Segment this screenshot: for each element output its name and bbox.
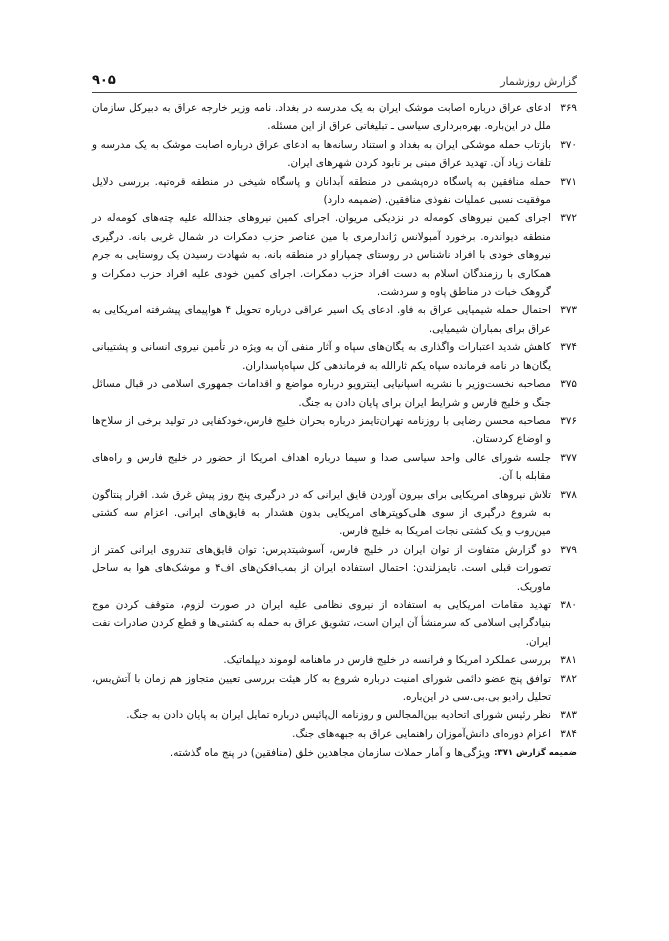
- entry-item: [92, 375, 577, 412]
- entry-text: توافق پنج عضو دائمی شورای امنیت درباره شروع به کار هیئت بررسی تعیین متجاوز هم زمان با آتش‌بس، تحلیل رادیو بی.بی.سی در این‌باره.: [92, 672, 551, 703]
- entry-item: [92, 541, 577, 596]
- entry-item: [92, 136, 577, 173]
- entry-item: [92, 706, 577, 724]
- entry-number: ۳۷۵: [560, 378, 577, 391]
- entry-text: احتمال حمله شیمیایی عراق به فاو. ادعای یک اسیر عراقی درباره تحویل ۴ هواپیمای پیشرفته امریکایی به عراق برای بمباران شیمیایی.: [92, 304, 552, 335]
- entry-number: ۳۷۰: [560, 138, 577, 151]
- entry-text: کاهش شدید اعتبارات واگذاری به یگان‌های سپاه و آثار منفی آن به ویژه در تأمین نیروی انسانی و پشتیبانی یگان‌ها در نامه فرمانده سپاه یکم ثارالله به فرماندهی کل سپاه‌پاسداران.: [92, 341, 551, 372]
- entry-number: ۳۸۳: [560, 709, 577, 722]
- entry-text: اعزام دوره‌ای دانش‌آموزان راهنمایی عراق به جبهه‌های جنگ.: [292, 727, 551, 740]
- entry-item: [92, 338, 577, 375]
- entry-text: بررسی عملکرد امریکا و فرانسه در خلیج فارس در ماهنامه لوموند دیپلماتیک.: [223, 654, 551, 667]
- entry-text: جلسه شورای عالی واحد سیاسی صدا و سیما درباره اهداف امریکا از حضور در خلیج فارس و راه‌های مقابله با آن.: [92, 451, 551, 483]
- entry-item: [92, 651, 577, 669]
- entry-number: ۳۸۴: [560, 727, 577, 740]
- entry-number: ۳۷۸: [560, 488, 577, 501]
- entry-text: دو گزارش متفاوت از توان ایران در خلیج فارس، آسوشیتدپرس: توان قایق‌های تندروی ایرانی کمتر از تصورات قبلی است. تایمزلندن: احتمال استفاده ایران از بمب‌افکن‌های اف۴ و موشک‌های هوا به ساحل ماوریک.: [92, 543, 551, 593]
- appendix-label: ضمیمه گزارش ۳۷۱:: [494, 748, 577, 759]
- entry-text: بازتاب حمله موشکی ایران به بغداد و استناد رسانه‌ها به ادعای عراق درباره اصابت موشک به یک مدرسه و تلفات زیاد آن. تهدید عراق مبنی بر نابود کردن شهرهای ایران.: [92, 138, 551, 170]
- entry-item: [92, 173, 577, 210]
- entry-text: مصاحبه نخست‌وزیر با نشریه اسپانیایی اینترویو درباره مواضع و اقدامات جمهوری اسلامی در قبال مسائل جنگ و خلیج فارس و شرایط ایران برای پایان دادن به جنگ.: [92, 378, 551, 409]
- entry-item: [92, 99, 577, 136]
- entry-number: ۳۷۴: [560, 341, 577, 354]
- entry-number: ۳۷۱: [560, 175, 577, 188]
- entry-item: [92, 301, 577, 338]
- appendix-text: ویژگی‌ها و آمار حملات سازمان مجاهدین خلق (منافقین) در پنج ماه گذشته.: [169, 747, 491, 760]
- entry-text: حمله منافقین به پاسگاه دره‌پشمی در منطقه آبدانان و پاسگاه شیخی در منطقه قره‌تپه. بررسی دلایل موفقیت نسبی عملیات نفوذی منافقین. (ضمیمه دارد): [92, 175, 551, 207]
- appendix-note: [92, 744, 577, 762]
- entry-item: [92, 670, 577, 707]
- entry-number: ۳۸۱: [560, 654, 577, 667]
- entry-item: [92, 596, 577, 651]
- entry-text: ادعای عراق درباره اصابت موشک ایران به یک مدرسه در بغداد. نامه وزیر خارجه عراق به دبیرکل سازمان ملل در این‌باره. بهره‌برداری سیاسی ـ تبلیغاتی عراق از این مسئله.: [92, 102, 551, 133]
- running-title: گزارش روزشمار: [500, 75, 577, 88]
- entry-text: اجرای کمین نیروهای کومه‌له در نزدیکی مریوان. اجرای کمین نیروهای جندالله علیه چته‌های کومه‌له در منطقه دیواندره. برخورد آمبولانس ژاندارمری با مین عناصر حزب دمکرات در شمال غربی بانه. درگیری نیروهای خودی با افراد ناشناس در روستای چمپاراو در منطقه بانه. به شهادت رسیدن یک روستایی به جرم همکاری با رزمندگان اسلام به دست افراد حزب دمکرات. اجرای کمین خودی علیه افراد حزب دمکرات و گروهک خبات در مناطق پاوه و سردشت.: [92, 212, 551, 299]
- entry-text: نظر رئیس شورای اتحادیه بین‌المجالس و روزنامه ال‌پائیس درباره تمایل ایران به پایان دادن به جنگ.: [126, 709, 551, 722]
- entry-number: ۳۷۶: [560, 414, 577, 427]
- entry-number: ۳۷۹: [560, 543, 577, 556]
- entry-number: ۳۷۲: [560, 212, 577, 225]
- entry-item: [92, 412, 577, 449]
- entry-list: [92, 99, 577, 763]
- entry-item: [92, 449, 577, 486]
- entry-item: [92, 725, 577, 743]
- entry-text: مصاحبه محسن رضایی با روزنامه تهران‌تایمز درباره بحران خلیج فارس،خودکفایی در تولید برخی از سلاح‌ها و اوضاع کردستان.: [92, 414, 551, 446]
- entry-number: ۳۷۷: [560, 451, 577, 464]
- header-divider: [92, 92, 577, 93]
- entry-text: تهدید مقامات امریکایی به استفاده از نیروی نظامی علیه ایران در صورت لزوم، متوقف کردن موج بنیادگرایی اسلامی که سرمنشأ آن ایران است، تشویق عراق به حمله به کشتی‌ها و قطع کردن صادرات نفت ایران.: [92, 598, 551, 648]
- entry-text: تلاش نیروهای امریکایی برای بیرون آوردن قایق ایرانی که در درگیری پنج روز پیش غرق شد. اقرار پنتاگون به شروع درگیری از سوی هلی‌کوپترهای امریکایی بدون هشدار به قایق‌های ایرانی. اعزام سه کشتی مین‌روب و یک کشتی نجات امریکا به خلیج فارس.: [92, 488, 551, 538]
- entry-number: ۳۶۹: [560, 102, 577, 114]
- page-number: ۹۰۵: [92, 73, 116, 88]
- entry-number: ۳۷۳: [560, 304, 577, 317]
- entry-number: ۳۸۰: [560, 598, 577, 611]
- page-header: [92, 68, 577, 88]
- entry-item: [92, 486, 577, 541]
- entry-item: [92, 209, 577, 301]
- entry-number: ۳۸۲: [560, 672, 577, 685]
